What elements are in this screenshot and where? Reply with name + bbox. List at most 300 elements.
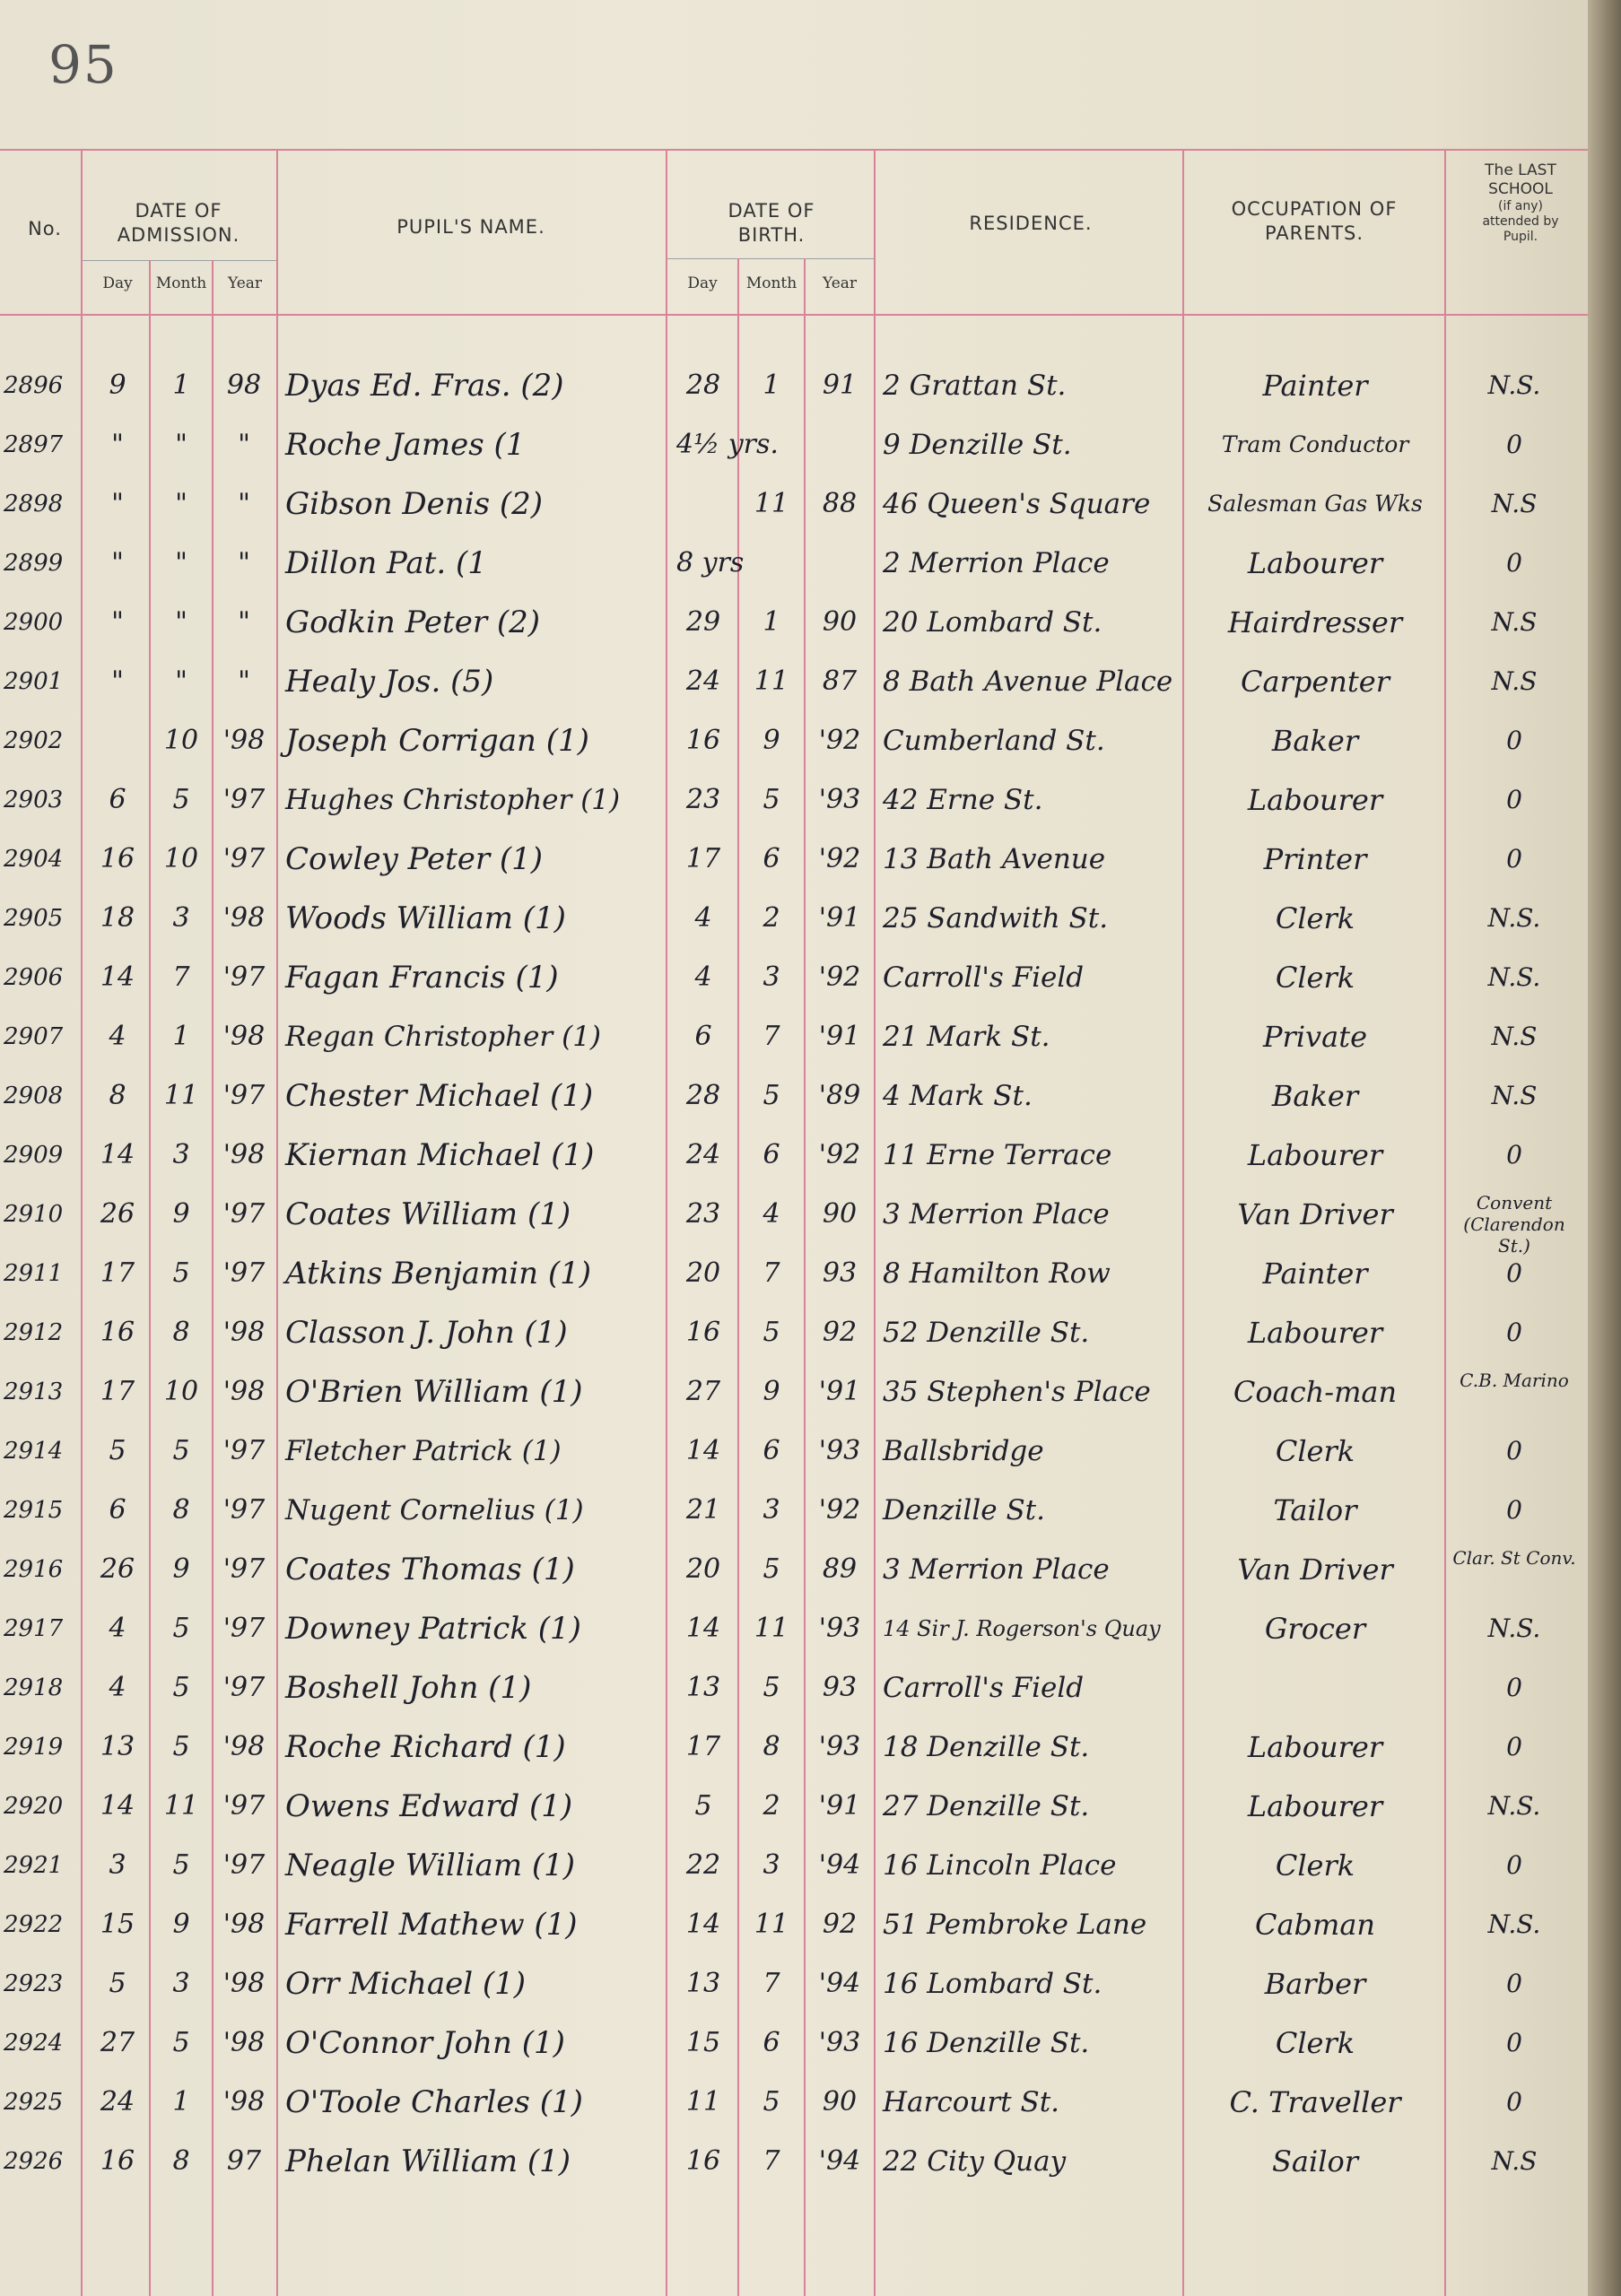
table-row xyxy=(0,1126,1588,1185)
last-school: N.S xyxy=(1491,2146,1538,2176)
parent-occupation: Clerk xyxy=(1275,1848,1355,1883)
birth-day: 28 xyxy=(685,370,721,401)
row-number: 2920 xyxy=(4,1793,64,1820)
table-row xyxy=(0,889,1588,948)
pupil-name: Chester Michael (1) xyxy=(285,1078,594,1114)
birth-month: 11 xyxy=(754,1909,789,1940)
last-school: 0 xyxy=(1506,844,1522,874)
residence: 21 Mark St. xyxy=(883,1021,1050,1053)
birth-year: '92 xyxy=(818,725,861,756)
admission-year: '98 xyxy=(222,1731,266,1762)
birth-year: 92 xyxy=(822,1909,858,1940)
admission-day: " xyxy=(111,665,124,697)
admission-day: 4 xyxy=(109,1672,126,1703)
table-row xyxy=(0,1658,1588,1718)
residence: 2 Grattan St. xyxy=(883,370,1067,402)
row-number: 2900 xyxy=(4,609,64,636)
birth-day xyxy=(669,474,737,534)
pupil-name: Gibson Denis (2) xyxy=(285,486,543,522)
residence: 16 Lombard St. xyxy=(883,1968,1102,2000)
parent-occupation: Private xyxy=(1262,1020,1367,1054)
admission-day: 9 xyxy=(109,370,126,401)
birth-month: 6 xyxy=(763,1139,780,1170)
admission-month: " xyxy=(175,606,187,638)
residence: 4 Mark St. xyxy=(883,1080,1033,1112)
header-no: No. xyxy=(28,218,62,239)
pupil-name: Healy Jos. (5) xyxy=(285,664,494,700)
last-school: 0 xyxy=(1506,1850,1522,1880)
admission-year: '97 xyxy=(222,1494,266,1526)
parent-occupation: C. Traveller xyxy=(1229,2085,1401,2119)
header-last-school xyxy=(1471,161,1570,245)
last-school: N.S xyxy=(1491,1081,1538,1110)
header-adm-year: Year xyxy=(227,274,263,292)
table-row xyxy=(0,1244,1588,1303)
parent-occupation: Carpenter xyxy=(1241,665,1390,699)
admission-year: '98 xyxy=(222,2027,266,2058)
admission-day: 4 xyxy=(109,1613,126,1644)
header-last-school-title: The LAST SCHOOL xyxy=(1485,161,1556,198)
last-school: 0 xyxy=(1506,1436,1522,1465)
row-number: 2926 xyxy=(4,2148,64,2175)
admission-month: " xyxy=(175,547,187,578)
row-number: 2912 xyxy=(4,1319,64,1346)
birth-day: 17 xyxy=(685,843,721,874)
residence: 14 Sir J. Rogerson's Quay xyxy=(883,1616,1161,1641)
admission-month: 10 xyxy=(163,1376,199,1407)
last-school: N.S. xyxy=(1487,370,1541,400)
pupil-name: Dyas Ed. Fras. (2) xyxy=(285,368,564,404)
residence: Harcourt St. xyxy=(883,2086,1060,2118)
admission-year: '98 xyxy=(222,1021,266,1052)
admission-month: 3 xyxy=(172,902,190,934)
parent-occupation: Baker xyxy=(1271,1079,1359,1113)
birth-day: 5 xyxy=(694,1790,712,1822)
birth-day: 4 xyxy=(694,961,712,993)
pupil-name: Woods William (1) xyxy=(285,900,566,936)
parent-occupation: Clerk xyxy=(1275,961,1355,995)
last-school: 0 xyxy=(1506,1318,1522,1347)
birth-month: 5 xyxy=(763,1080,780,1111)
pupil-name: Godkin Peter (2) xyxy=(285,604,541,640)
admission-year: " xyxy=(238,429,250,460)
birth-month: 11 xyxy=(754,488,789,519)
birth-day: 17 xyxy=(685,1731,721,1762)
row-number: 2901 xyxy=(4,668,64,695)
row-number: 2905 xyxy=(4,905,64,932)
last-school: 0 xyxy=(1506,785,1522,814)
admission-month: 1 xyxy=(172,1021,190,1052)
residence: 52 Denzille St. xyxy=(883,1317,1090,1349)
residence: 22 City Quay xyxy=(883,2145,1067,2178)
admission-year: '98 xyxy=(222,1376,266,1407)
birth-day: 21 xyxy=(685,1494,721,1526)
admission-year: '97 xyxy=(222,1613,266,1644)
birth-day: 4½ yrs. xyxy=(676,429,779,460)
admission-day: 6 xyxy=(109,1494,126,1526)
admission-month: 10 xyxy=(163,843,199,874)
row-number: 2899 xyxy=(4,550,64,577)
admission-year: 97 xyxy=(226,2145,262,2177)
residence: 3 Merrion Place xyxy=(883,1553,1110,1586)
parent-occupation: Van Driver xyxy=(1237,1552,1393,1587)
last-school: 0 xyxy=(1506,2087,1522,2117)
birth-year: 90 xyxy=(822,606,858,638)
residence: 46 Queen's Square xyxy=(883,488,1151,520)
birth-month: 9 xyxy=(763,725,780,756)
admission-day: 8 xyxy=(109,1080,126,1111)
birth-month: 2 xyxy=(763,1790,780,1822)
row-number: 2907 xyxy=(4,1023,64,1050)
table-row xyxy=(0,1895,1588,1954)
table-row xyxy=(0,1362,1588,1422)
parent-occupation: Tram Conductor xyxy=(1221,431,1409,457)
birth-year: '91 xyxy=(818,1376,861,1407)
residence: 25 Sandwith St. xyxy=(883,902,1109,935)
pupil-name: O'Brien William (1) xyxy=(285,1374,583,1410)
row-number: 2915 xyxy=(4,1497,64,1524)
table-row xyxy=(0,534,1588,593)
row-number: 2897 xyxy=(4,431,64,458)
table-row xyxy=(0,1303,1588,1362)
table-row xyxy=(0,652,1588,711)
birth-day: 16 xyxy=(685,2145,721,2177)
row-number: 2909 xyxy=(4,1142,64,1169)
residence: 20 Lombard St. xyxy=(883,606,1102,639)
residence: 8 Hamilton Row xyxy=(883,1257,1111,1290)
last-school: C.B. Marino xyxy=(1460,1370,1569,1391)
admission-day: 5 xyxy=(109,1968,126,1999)
birth-month: 9 xyxy=(763,1376,780,1407)
pupil-name: Fletcher Patrick (1) xyxy=(285,1435,562,1467)
birth-year: '92 xyxy=(818,1139,861,1170)
birth-year: '93 xyxy=(818,1731,861,1762)
table-row xyxy=(0,356,1588,415)
header-top-rule xyxy=(0,149,1588,151)
birth-year: 90 xyxy=(822,2086,858,2118)
admission-year: " xyxy=(238,488,250,519)
birth-day: 23 xyxy=(685,784,721,815)
parent-occupation xyxy=(1186,1658,1444,1718)
birth-day: 24 xyxy=(685,665,721,697)
header-last-school-note: (if any) attended by Pupil. xyxy=(1482,199,1559,244)
birth-month: 8 xyxy=(763,1731,780,1762)
row-number: 2908 xyxy=(4,1083,64,1109)
residence: 8 Bath Avenue Place xyxy=(883,665,1173,698)
last-school: 0 xyxy=(1506,1969,1522,1998)
birth-year xyxy=(806,534,874,593)
admission-month: 7 xyxy=(172,961,190,993)
admission-day: " xyxy=(111,488,124,519)
admission-year: '97 xyxy=(222,1257,266,1289)
admission-year: '98 xyxy=(222,1909,266,1940)
pupil-name: O'Toole Charles (1) xyxy=(285,2084,583,2120)
row-number: 2923 xyxy=(4,1970,64,1997)
birth-year: '93 xyxy=(818,1435,861,1466)
admission-month: 5 xyxy=(172,1435,190,1466)
birth-day: 20 xyxy=(685,1553,721,1585)
parent-occupation: Coach-man xyxy=(1233,1375,1398,1409)
pupil-name: Coates Thomas (1) xyxy=(285,1552,575,1587)
last-school: N.S. xyxy=(1487,1909,1541,1939)
admission-month: 5 xyxy=(172,1613,190,1644)
last-school: 0 xyxy=(1506,726,1522,755)
admission-month: 5 xyxy=(172,1849,190,1881)
last-school: N.S xyxy=(1491,607,1538,637)
row-number: 2913 xyxy=(4,1378,64,1405)
birth-day: 4 xyxy=(694,902,712,934)
residence: 3 Merrion Place xyxy=(883,1198,1110,1231)
admission-month: 9 xyxy=(172,1553,190,1585)
birth-year: 93 xyxy=(822,1257,858,1289)
birth-day: 14 xyxy=(685,1435,721,1466)
admission-sub-rule xyxy=(83,260,276,261)
birth-year: 93 xyxy=(822,1672,858,1703)
table-row xyxy=(0,711,1588,770)
birth-day: 16 xyxy=(685,1317,721,1348)
birth-day: 20 xyxy=(685,1257,721,1289)
admission-year: '97 xyxy=(222,1553,266,1585)
row-number: 2924 xyxy=(4,2030,64,2057)
admission-month: 9 xyxy=(172,1909,190,1940)
parent-occupation: Painter xyxy=(1262,369,1368,403)
row-number: 2919 xyxy=(4,1734,64,1761)
last-school: 0 xyxy=(1506,1140,1522,1170)
admission-day: 15 xyxy=(100,1909,135,1940)
admission-month: 1 xyxy=(172,370,190,401)
pupil-name: Neagle William (1) xyxy=(285,1848,576,1883)
birth-month: 6 xyxy=(763,1435,780,1466)
birth-year: '92 xyxy=(818,843,861,874)
last-school: N.S xyxy=(1491,666,1538,696)
admission-year: '97 xyxy=(222,843,266,874)
header-birth-day: Day xyxy=(687,274,718,292)
admission-year: " xyxy=(238,665,250,697)
admission-day xyxy=(86,711,149,770)
birth-day: 23 xyxy=(685,1198,721,1230)
residence: Ballsbridge xyxy=(883,1435,1044,1467)
row-number: 2911 xyxy=(4,1260,64,1287)
birth-year: 87 xyxy=(822,665,858,697)
admission-year: '97 xyxy=(222,784,266,815)
residence: 18 Denzille St. xyxy=(883,1731,1090,1763)
birth-year: 90 xyxy=(822,1198,858,1230)
row-number: 2906 xyxy=(4,964,64,991)
table-row xyxy=(0,1066,1588,1126)
pupil-name: Boshell John (1) xyxy=(285,1670,532,1706)
admission-year: 98 xyxy=(226,370,262,401)
admission-year: '98 xyxy=(222,1968,266,1999)
pupil-name: Joseph Corrigan (1) xyxy=(285,723,589,759)
parent-occupation: Clerk xyxy=(1275,1434,1355,1468)
residence: Denzille St. xyxy=(883,1494,1045,1526)
admission-day: 18 xyxy=(100,902,135,934)
admission-day: 14 xyxy=(100,1790,135,1822)
admission-day: " xyxy=(111,606,124,638)
admission-year: " xyxy=(238,606,250,638)
table-row xyxy=(0,1954,1588,2013)
last-school: Convent (Clarendon St.) xyxy=(1463,1192,1565,1257)
admission-month: 10 xyxy=(163,725,199,756)
last-school: 0 xyxy=(1506,1495,1522,1525)
birth-day: 24 xyxy=(685,1139,721,1170)
table-row xyxy=(0,948,1588,1007)
pupil-name: Roche James (1 xyxy=(285,427,526,463)
row-number: 2902 xyxy=(4,727,64,754)
pupil-name: O'Connor John (1) xyxy=(285,2025,565,2061)
admission-day: 13 xyxy=(100,1731,135,1762)
admission-month: 9 xyxy=(172,1198,190,1230)
pupil-name: Nugent Cornelius (1) xyxy=(285,1494,584,1526)
birth-month: 7 xyxy=(763,2145,780,2177)
parent-occupation: Labourer xyxy=(1247,1789,1383,1823)
birth-year: '94 xyxy=(818,1849,861,1881)
table-row xyxy=(0,2073,1588,2132)
admission-year: " xyxy=(238,547,250,578)
table-row xyxy=(0,415,1588,474)
birth-month: 1 xyxy=(763,370,780,401)
admission-month: 8 xyxy=(172,1317,190,1348)
birth-month: 5 xyxy=(763,2086,780,2118)
pupil-name: Roche Richard (1) xyxy=(285,1729,566,1765)
admission-month: 1 xyxy=(172,2086,190,2118)
row-number: 2916 xyxy=(4,1556,64,1583)
parent-occupation: Tailor xyxy=(1273,1493,1357,1527)
birth-month: 7 xyxy=(763,1968,780,1999)
birth-year: 89 xyxy=(822,1553,858,1585)
pupil-name: Classon J. John (1) xyxy=(285,1315,568,1351)
birth-month xyxy=(739,534,804,593)
admission-year: '97 xyxy=(222,1849,266,1881)
table-row xyxy=(0,2132,1588,2191)
admission-day: 24 xyxy=(100,2086,135,2118)
birth-month: 6 xyxy=(763,2027,780,2058)
table-row xyxy=(0,1422,1588,1481)
birth-year: '92 xyxy=(818,1494,861,1526)
birth-day: 8 yrs xyxy=(676,547,745,578)
header-date-of-birth: DATE OF BIRTH. xyxy=(728,200,815,246)
residence: Carroll's Field xyxy=(883,961,1085,994)
admission-year: '98 xyxy=(222,1139,266,1170)
admission-month: " xyxy=(175,665,187,697)
row-number: 2921 xyxy=(4,1852,64,1879)
birth-year: '94 xyxy=(818,1968,861,1999)
birth-month: 1 xyxy=(763,606,780,638)
admission-month: 5 xyxy=(172,1257,190,1289)
last-school: N.S xyxy=(1491,489,1538,518)
header-birth-year: Year xyxy=(822,274,858,292)
parent-occupation: Sailor xyxy=(1271,2144,1359,2179)
admission-day: 16 xyxy=(100,2145,135,2177)
birth-day: 13 xyxy=(685,1968,721,1999)
birth-day: 29 xyxy=(685,606,721,638)
last-school: Clar. St Conv. xyxy=(1452,1547,1576,1569)
residence: 35 Stephen's Place xyxy=(883,1376,1151,1408)
admission-day: 16 xyxy=(100,843,135,874)
table-row xyxy=(0,1777,1588,1836)
residence: 51 Pembroke Lane xyxy=(883,1909,1147,1941)
last-school: 0 xyxy=(1506,1673,1522,1702)
birth-year: '91 xyxy=(818,1790,861,1822)
row-number: 2910 xyxy=(4,1201,64,1228)
header-date-of-admission: DATE OF ADMISSION. xyxy=(117,200,240,246)
pupil-name: Dillon Pat. (1 xyxy=(285,545,487,581)
admission-day: " xyxy=(111,429,124,460)
header-adm-month: Month xyxy=(155,274,207,292)
pupil-name: Regan Christopher (1) xyxy=(285,1021,602,1053)
birth-day: 11 xyxy=(685,2086,721,2118)
table-row xyxy=(0,593,1588,652)
birth-month: 5 xyxy=(763,1317,780,1348)
admission-day: 5 xyxy=(109,1435,126,1466)
birth-month: 7 xyxy=(763,1257,780,1289)
admission-year: '98 xyxy=(222,2086,266,2118)
table-row xyxy=(0,1007,1588,1066)
row-number: 2903 xyxy=(4,787,64,813)
parent-occupation: Labourer xyxy=(1247,546,1383,580)
residence: 13 Bath Avenue xyxy=(883,843,1106,875)
row-number: 2917 xyxy=(4,1615,64,1642)
header-birth-month: Month xyxy=(745,274,797,292)
table-row xyxy=(0,1540,1588,1599)
birth-year: '89 xyxy=(818,1080,861,1111)
admission-day: 4 xyxy=(109,1021,126,1052)
header-bottom-rule xyxy=(0,314,1588,316)
last-school: N.S. xyxy=(1487,1791,1541,1821)
pupil-name: Atkins Benjamin (1) xyxy=(285,1256,592,1292)
pupil-name: Cowley Peter (1) xyxy=(285,841,544,877)
birth-year: '91 xyxy=(818,1021,861,1052)
row-number: 2914 xyxy=(4,1438,64,1465)
table-row xyxy=(0,1836,1588,1895)
residence: 42 Erne St. xyxy=(883,784,1043,816)
pupil-name: Orr Michael (1) xyxy=(285,1966,527,2002)
row-number: 2918 xyxy=(4,1674,64,1701)
pupil-name: Farrell Mathew (1) xyxy=(285,1907,578,1943)
birth-month: 3 xyxy=(763,961,780,993)
last-school: 0 xyxy=(1506,2028,1522,2057)
table-row xyxy=(0,1599,1588,1658)
admission-month: 11 xyxy=(163,1080,199,1111)
admission-year: '97 xyxy=(222,1435,266,1466)
parent-occupation: Hairdresser xyxy=(1227,605,1403,639)
pupil-name: Kiernan Michael (1) xyxy=(285,1137,595,1173)
pupil-name: Hughes Christopher (1) xyxy=(285,784,621,816)
last-school: N.S xyxy=(1491,1022,1538,1051)
birth-day: 6 xyxy=(694,1021,712,1052)
last-school: 0 xyxy=(1506,1732,1522,1761)
row-number: 2922 xyxy=(4,1911,64,1938)
parent-occupation: Grocer xyxy=(1264,1612,1366,1646)
admission-month: 3 xyxy=(172,1968,190,1999)
birth-year: 91 xyxy=(822,370,858,401)
table-row xyxy=(0,474,1588,534)
last-school: N.S. xyxy=(1487,903,1541,933)
table-row xyxy=(0,1718,1588,1777)
row-number: 2904 xyxy=(4,846,64,873)
residence: 16 Lincoln Place xyxy=(883,1849,1117,1882)
admission-year: '97 xyxy=(222,1198,266,1230)
admission-day: 17 xyxy=(100,1376,135,1407)
admission-year: '98 xyxy=(222,902,266,934)
birth-year xyxy=(806,415,874,474)
last-school: N.S. xyxy=(1487,1613,1541,1643)
birth-month: 5 xyxy=(763,1672,780,1703)
page-number: 95 xyxy=(48,34,118,95)
pupil-name: Phelan William (1) xyxy=(285,2144,571,2179)
admission-year: '98 xyxy=(222,725,266,756)
parent-occupation: Clerk xyxy=(1275,901,1355,935)
